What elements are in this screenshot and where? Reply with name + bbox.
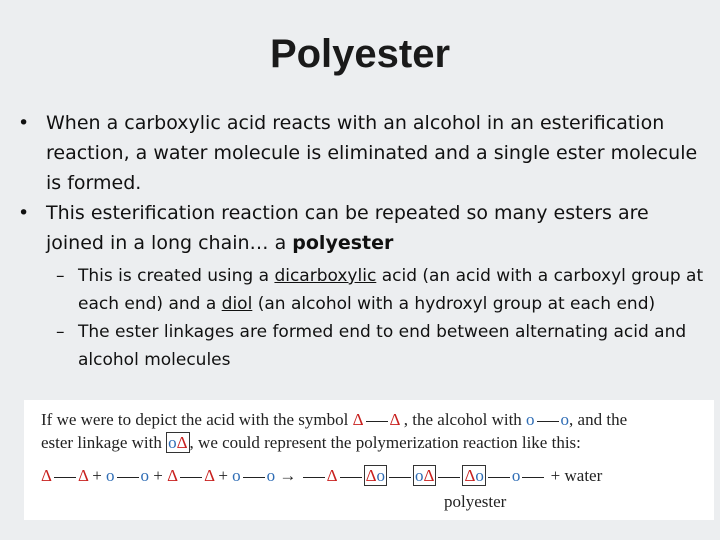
keyword-polyester: polyester bbox=[292, 232, 394, 254]
text-part: (an alcohol with a hydroxyl group at each end) bbox=[252, 294, 656, 314]
bond-line bbox=[180, 477, 202, 478]
bullet-text bbox=[46, 198, 708, 258]
plus-sign: + bbox=[92, 466, 102, 485]
acid-symbol: Δ bbox=[41, 466, 52, 485]
polymerization-figure bbox=[24, 400, 714, 520]
plus-sign: + bbox=[218, 466, 228, 485]
alcohol-symbol: o bbox=[560, 410, 570, 429]
sub-bullet-list bbox=[56, 262, 706, 374]
ester-linkage-symbol bbox=[413, 465, 436, 486]
alcohol-symbol: o bbox=[266, 466, 276, 485]
alcohol-symbol: o bbox=[415, 466, 424, 485]
alcohol-symbol: o bbox=[376, 466, 386, 485]
alcohol-symbol: o bbox=[168, 433, 177, 452]
acid-symbol: Δ bbox=[176, 433, 188, 452]
bullet-text-part: This esterification reaction can be repeated so many esters are joined in a long chain… a bbox=[46, 202, 649, 254]
plus-sign: + bbox=[153, 466, 163, 485]
alcohol-symbol: o bbox=[475, 466, 484, 485]
bond-line bbox=[54, 477, 76, 478]
acid-symbol: Δ bbox=[352, 410, 364, 429]
sub-bullet-dash: – bbox=[56, 322, 65, 342]
acid-symbol: Δ bbox=[204, 466, 215, 485]
figure-text: If we were to depict the acid with the symbol bbox=[41, 410, 353, 429]
bullet-item bbox=[18, 198, 708, 258]
acid-symbol: Δ bbox=[365, 466, 377, 485]
sub-bullet-text: The ester linkages are formed end to end between alternating acid and alcohol molecules bbox=[78, 322, 687, 370]
text-part: acid (an acid with a carboxyl group at each end) and a bbox=[78, 266, 704, 314]
acid-symbol: Δ bbox=[464, 466, 476, 485]
bond-line bbox=[303, 477, 325, 478]
alcohol-symbol: o bbox=[106, 466, 115, 485]
term-diol: diol bbox=[221, 294, 253, 314]
bond-line bbox=[438, 477, 460, 478]
acid-symbol: Δ bbox=[389, 410, 400, 429]
bullet-list bbox=[18, 108, 708, 258]
bond-line bbox=[243, 477, 265, 478]
ester-linkage-symbol bbox=[462, 465, 485, 486]
bond-line bbox=[366, 421, 388, 422]
bond-line bbox=[117, 477, 139, 478]
alcohol-symbol: o bbox=[526, 410, 535, 429]
sub-bullet-text bbox=[78, 262, 706, 318]
alcohol-symbol: o bbox=[140, 466, 150, 485]
figure-line-1 bbox=[41, 410, 627, 430]
acid-symbol: Δ bbox=[167, 466, 179, 485]
arrow-icon: → bbox=[279, 466, 297, 485]
figure-text: ester linkage with bbox=[41, 433, 167, 452]
acid-symbol: Δ bbox=[326, 466, 338, 485]
ester-linkage-symbol bbox=[364, 465, 387, 486]
bullet-item bbox=[18, 108, 708, 198]
plus-sign: + bbox=[550, 466, 561, 485]
figure-text: , and the bbox=[569, 410, 628, 429]
water-label: water bbox=[564, 466, 603, 485]
bond-line bbox=[537, 421, 559, 422]
alcohol-symbol: o bbox=[511, 466, 521, 485]
sub-bullet-item bbox=[56, 318, 706, 374]
bond-line bbox=[522, 477, 544, 478]
sub-bullet-dash: – bbox=[56, 266, 65, 286]
text-part: This is created using a bbox=[78, 266, 275, 286]
bond-line bbox=[340, 477, 362, 478]
bond-line bbox=[488, 477, 510, 478]
figure-text: , we could represent the polymerization reaction like this: bbox=[189, 433, 581, 452]
sub-bullet-item bbox=[56, 262, 706, 318]
acid-symbol: Δ bbox=[423, 466, 435, 485]
bullet-dot: • bbox=[18, 112, 30, 134]
term-dicarboxylic: dicarboxylic bbox=[274, 266, 377, 286]
alcohol-symbol: o bbox=[232, 466, 241, 485]
bullet-dot: • bbox=[18, 202, 30, 224]
acid-symbol: Δ bbox=[77, 466, 88, 485]
figure-line-2 bbox=[41, 433, 581, 453]
ester-linkage-symbol bbox=[166, 432, 189, 453]
bond-line bbox=[389, 477, 411, 478]
reaction-equation bbox=[41, 466, 602, 486]
polyester-caption: polyester bbox=[444, 492, 507, 511]
figure-text: , the alcohol with bbox=[403, 410, 527, 429]
bullet-text: When a carboxylic acid reacts with an alcohol in an esterification reaction, a water molecule is eliminated and a single ester molecule is formed. bbox=[46, 112, 698, 194]
slide-title: Polyester bbox=[269, 32, 451, 76]
